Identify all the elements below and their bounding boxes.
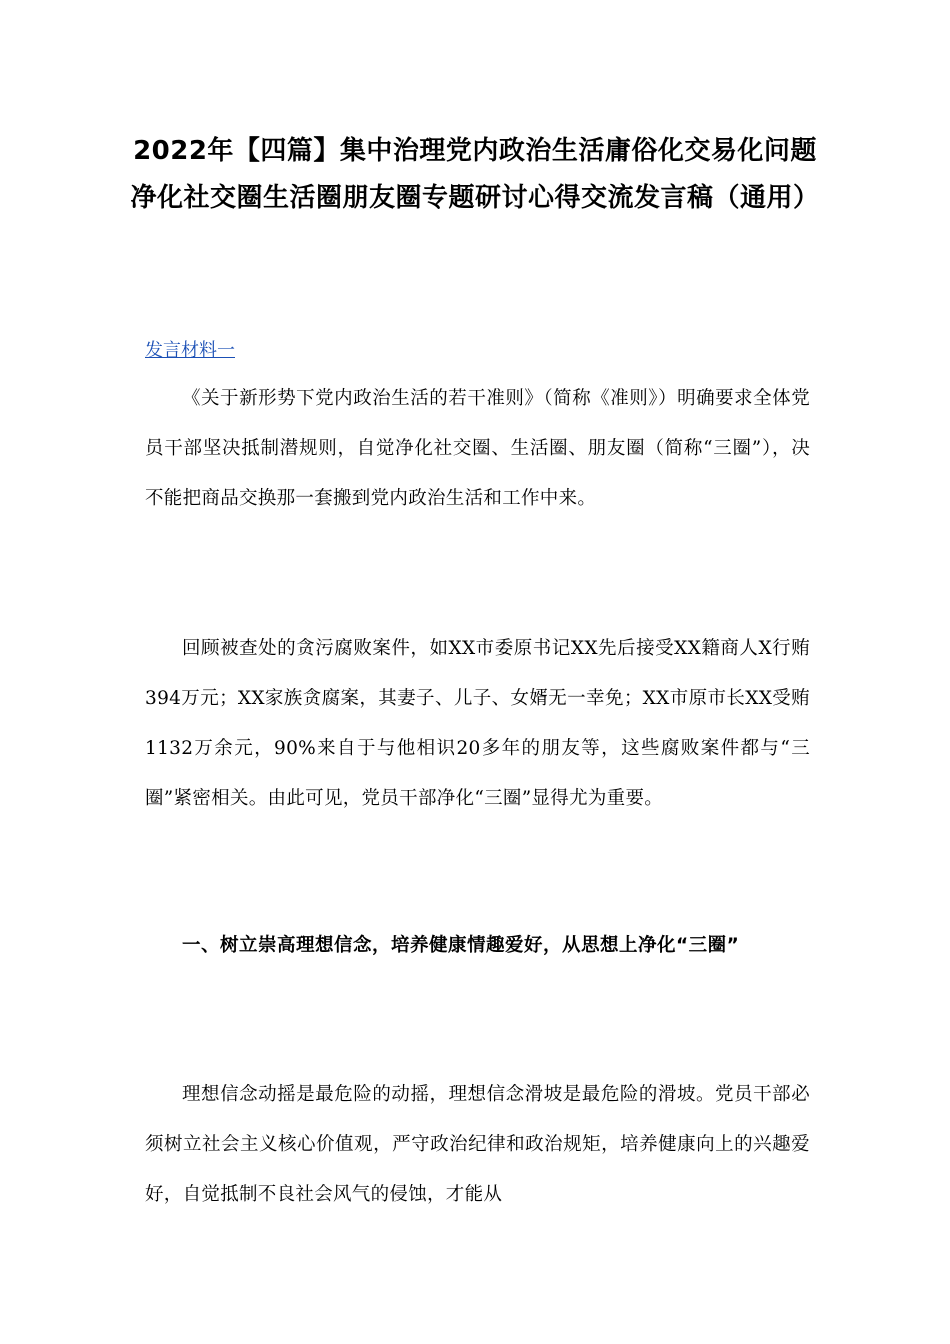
material-one-link[interactable]: 发言材料一 <box>145 340 235 361</box>
paragraph-section-one: 理想信念动摇是最危险的动摇，理想信念滑坡是最危险的滑坡。党员干部必须树立社会主义核心价值观，严守政治纪律和政治规矩，培养健康向上的兴趣爱好，自觉抵制不良社会风气的侵蚀，才能从 <box>145 1084 810 1205</box>
document-title: 2022年【四篇】集中治理党内政治生活庸俗化交易化问题净化社交圈生活圈朋友圈专题研讨心得交流发言稿（通用） <box>130 136 820 213</box>
paragraph-cases: 回顾被查处的贪污腐败案件，如XX市委原书记XX先后接受XX籍商人X行贿394万元；XX家族贪腐案，其妻子、儿子、女婿无一幸免；XX市原市长XX受贿1132万余元，90%来自于与他相识20多年的朋友等，这些腐败案件都与“三圈”紧密相关。由此可见，党员干部净化“三圈”显得尤为重要。 <box>145 638 810 809</box>
paragraph-intro: 《关于新形势下党内政治生活的若干准则》（简称《准则》）明确要求全体党员干部坚决抵制潜规则，自觉净化社交圈、生活圈、朋友圈（简称“三圈”），决不能把商品交换那一套搬到党内政治生活和工作中来。 <box>145 388 810 509</box>
section-heading-one: 一、树立崇高理想信念，培养健康情趣爱好，从思想上净化“三圈” <box>182 935 740 956</box>
